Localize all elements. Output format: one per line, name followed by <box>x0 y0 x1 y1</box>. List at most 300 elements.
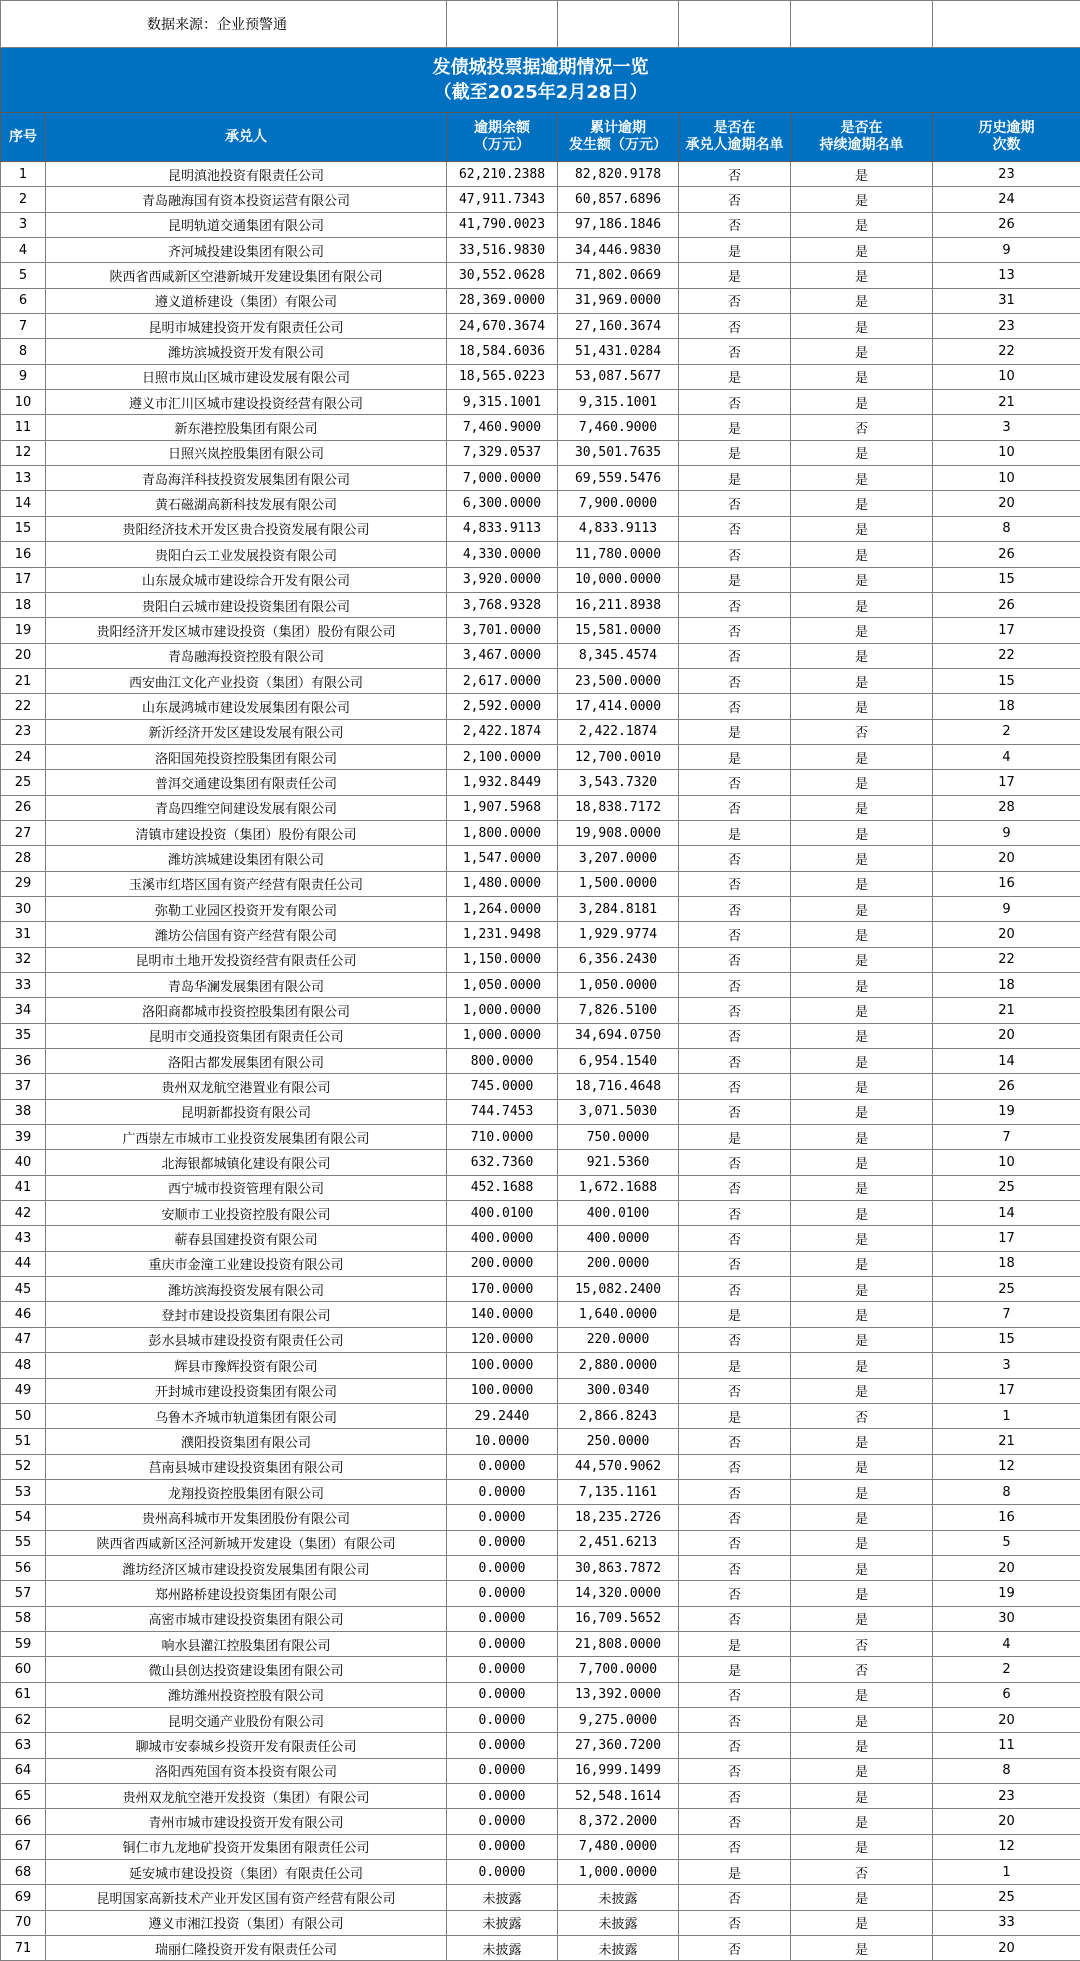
cumulative-overdue: 19,908.0000 <box>558 820 679 845</box>
row-number: 19 <box>1 618 46 643</box>
in-continuous-list: 是 <box>791 1378 933 1403</box>
history-count: 17 <box>933 1378 1080 1403</box>
table-row <box>1 1581 1080 1606</box>
row-number: 34 <box>1 998 46 1023</box>
overdue-balance: 744.7453 <box>447 1099 558 1124</box>
overdue-balance: 0.0000 <box>447 1784 558 1809</box>
in-acceptor-list: 否 <box>679 795 791 820</box>
acceptor-name: 乌鲁木齐城市轨道集团有限公司 <box>46 1403 447 1428</box>
in-acceptor-list: 是 <box>679 1353 791 1378</box>
in-continuous-list: 是 <box>791 668 933 693</box>
table-row <box>1 390 1080 415</box>
row-number: 21 <box>1 668 46 693</box>
acceptor-name: 登封市建设投资集团有限公司 <box>46 1302 447 1327</box>
in-acceptor-list: 否 <box>679 1454 791 1479</box>
cumulative-overdue: 400.0000 <box>558 1226 679 1251</box>
in-continuous-list: 是 <box>791 998 933 1023</box>
row-number: 35 <box>1 1023 46 1048</box>
in-acceptor-list: 否 <box>679 1910 791 1935</box>
in-continuous-list: 是 <box>791 1099 933 1124</box>
cumulative-overdue: 400.0100 <box>558 1201 679 1226</box>
in-acceptor-list: 否 <box>679 212 791 237</box>
acceptor-name: 开封城市建设投资集团有限公司 <box>46 1378 447 1403</box>
table-row <box>1 314 1080 339</box>
row-number: 30 <box>1 896 46 921</box>
history-count: 20 <box>933 1809 1080 1834</box>
overdue-balance: 1,231.9498 <box>447 922 558 947</box>
acceptor-name: 郑州路桥建设投资集团有限公司 <box>46 1581 447 1606</box>
history-count: 11 <box>933 1733 1080 1758</box>
in-continuous-list: 是 <box>791 1150 933 1175</box>
overdue-balance: 100.0000 <box>447 1353 558 1378</box>
in-acceptor-list: 否 <box>679 896 791 921</box>
table-row <box>1 187 1080 212</box>
row-number: 43 <box>1 1226 46 1251</box>
cumulative-overdue: 1,929.9774 <box>558 922 679 947</box>
in-acceptor-list: 否 <box>679 1733 791 1758</box>
cumulative-overdue: 6,356.2430 <box>558 947 679 972</box>
cumulative-overdue: 16,999.1499 <box>558 1758 679 1783</box>
table-row <box>1 415 1080 440</box>
header-in-acceptor-list-line1: 是否在 <box>679 120 790 137</box>
overdue-balance: 0.0000 <box>447 1809 558 1834</box>
history-count: 3 <box>933 1353 1080 1378</box>
acceptor-name: 清镇市建设投资（集团）股份有限公司 <box>46 820 447 845</box>
acceptor-name: 日照市岚山区城市建设发展有限公司 <box>46 364 447 389</box>
row-number: 52 <box>1 1454 46 1479</box>
row-number: 25 <box>1 770 46 795</box>
table-row <box>1 1277 1080 1302</box>
history-count: 16 <box>933 1505 1080 1530</box>
cumulative-overdue: 7,826.5100 <box>558 998 679 1023</box>
cumulative-overdue: 1,000.0000 <box>558 1860 679 1885</box>
history-count: 26 <box>933 212 1080 237</box>
in-acceptor-list: 是 <box>679 1860 791 1885</box>
header-in-continuous-list-line2: 持续逾期名单 <box>791 137 932 154</box>
overdue-balance: 30,552.0628 <box>447 263 558 288</box>
in-acceptor-list: 是 <box>679 1125 791 1150</box>
overdue-balance: 1,050.0000 <box>447 973 558 998</box>
blank-cell <box>447 1 558 48</box>
cumulative-overdue: 52,548.1614 <box>558 1784 679 1809</box>
in-acceptor-list: 否 <box>679 973 791 998</box>
overdue-balance: 400.0100 <box>447 1201 558 1226</box>
acceptor-name: 贵阳白云工业发展投资有限公司 <box>46 542 447 567</box>
in-continuous-list: 是 <box>791 1555 933 1580</box>
acceptor-name: 弥勒工业园区投资开发有限公司 <box>46 896 447 921</box>
in-acceptor-list: 否 <box>679 922 791 947</box>
cumulative-overdue: 3,071.5030 <box>558 1099 679 1124</box>
row-number: 14 <box>1 491 46 516</box>
table-row <box>1 922 1080 947</box>
overdue-balance: 2,592.0000 <box>447 694 558 719</box>
history-count: 31 <box>933 288 1080 313</box>
table-row <box>1 1860 1080 1885</box>
overdue-balance: 0.0000 <box>447 1631 558 1656</box>
overdue-balance: 62,210.2388 <box>447 162 558 187</box>
cumulative-overdue: 14,320.0000 <box>558 1581 679 1606</box>
row-number: 4 <box>1 238 46 263</box>
in-continuous-list: 是 <box>791 1125 933 1150</box>
acceptor-name: 陕西省西咸新区泾河新城开发建设（集团）有限公司 <box>46 1530 447 1555</box>
overdue-balance: 0.0000 <box>447 1657 558 1682</box>
overdue-balance: 140.0000 <box>447 1302 558 1327</box>
in-continuous-list: 是 <box>791 973 933 998</box>
in-continuous-list: 是 <box>791 1606 933 1631</box>
history-count: 5 <box>933 1530 1080 1555</box>
overdue-balance: 7,329.0537 <box>447 440 558 465</box>
table-row <box>1 1606 1080 1631</box>
history-count: 17 <box>933 770 1080 795</box>
acceptor-name: 潍坊经济区城市建设投资发展集团有限公司 <box>46 1555 447 1580</box>
in-continuous-list: 是 <box>791 1277 933 1302</box>
history-count: 18 <box>933 1251 1080 1276</box>
in-continuous-list: 是 <box>791 440 933 465</box>
in-acceptor-list: 是 <box>679 1657 791 1682</box>
table-row <box>1 1910 1080 1935</box>
overdue-balance: 18,584.6036 <box>447 339 558 364</box>
acceptor-name: 洛阳商都城市投资控股集团有限公司 <box>46 998 447 1023</box>
row-number: 12 <box>1 440 46 465</box>
acceptor-name: 昆明国家高新技术产业开发区国有资产经营有限公司 <box>46 1885 447 1910</box>
in-acceptor-list: 否 <box>679 1378 791 1403</box>
table-row <box>1 212 1080 237</box>
in-continuous-list: 是 <box>791 1682 933 1707</box>
history-count: 30 <box>933 1606 1080 1631</box>
in-continuous-list: 是 <box>791 922 933 947</box>
header-in-acceptor-list-line2: 承兑人逾期名单 <box>679 137 790 154</box>
cumulative-overdue: 220.0000 <box>558 1327 679 1352</box>
overdue-balance: 3,920.0000 <box>447 567 558 592</box>
history-count: 1 <box>933 1403 1080 1428</box>
overdue-balance: 0.0000 <box>447 1733 558 1758</box>
history-count: 4 <box>933 1631 1080 1656</box>
cumulative-overdue: 7,480.0000 <box>558 1834 679 1859</box>
in-continuous-list: 是 <box>791 263 933 288</box>
cumulative-overdue: 300.0340 <box>558 1378 679 1403</box>
table-row <box>1 820 1080 845</box>
table-row <box>1 1733 1080 1758</box>
acceptor-name: 新东港控股集团有限公司 <box>46 415 447 440</box>
in-acceptor-list: 否 <box>679 1150 791 1175</box>
overdue-balance: 41,790.0023 <box>447 212 558 237</box>
history-count: 20 <box>933 1707 1080 1732</box>
in-continuous-list: 是 <box>791 1251 933 1276</box>
row-number: 5 <box>1 263 46 288</box>
acceptor-name: 陕西省西咸新区空港新城开发建设集团有限公司 <box>46 263 447 288</box>
in-acceptor-list: 是 <box>679 1302 791 1327</box>
acceptor-name: 贵州双龙航空港开发投资（集团）有限公司 <box>46 1784 447 1809</box>
acceptor-name: 洛阳西苑国有资本投资有限公司 <box>46 1758 447 1783</box>
overdue-balance: 2,617.0000 <box>447 668 558 693</box>
table-row <box>1 1302 1080 1327</box>
table-row <box>1 288 1080 313</box>
row-number: 27 <box>1 820 46 845</box>
table-row <box>1 1353 1080 1378</box>
in-acceptor-list: 否 <box>679 998 791 1023</box>
cumulative-overdue: 69,559.5476 <box>558 466 679 491</box>
header-row <box>1 113 1080 162</box>
in-continuous-list: 是 <box>791 1201 933 1226</box>
overdue-balance: 710.0000 <box>447 1125 558 1150</box>
in-continuous-list: 是 <box>791 618 933 643</box>
overdue-balance: 18,565.0223 <box>447 364 558 389</box>
cumulative-overdue: 750.0000 <box>558 1125 679 1150</box>
in-continuous-list: 是 <box>791 896 933 921</box>
title-line-2: （截至2025年2月28日） <box>1 80 1080 105</box>
table-row <box>1 1657 1080 1682</box>
history-count: 26 <box>933 542 1080 567</box>
in-acceptor-list: 否 <box>679 1226 791 1251</box>
row-number: 9 <box>1 364 46 389</box>
in-acceptor-list: 是 <box>679 744 791 769</box>
in-acceptor-list: 否 <box>679 1707 791 1732</box>
overdue-balance: 0.0000 <box>447 1834 558 1859</box>
table-row <box>1 896 1080 921</box>
overdue-balance: 452.1688 <box>447 1175 558 1200</box>
in-acceptor-list: 否 <box>679 1834 791 1859</box>
table-row <box>1 744 1080 769</box>
overdue-balance: 7,000.0000 <box>447 466 558 491</box>
acceptor-name: 辉县市豫辉投资有限公司 <box>46 1353 447 1378</box>
overdue-balance: 170.0000 <box>447 1277 558 1302</box>
cumulative-overdue: 13,392.0000 <box>558 1682 679 1707</box>
cumulative-overdue: 1,640.0000 <box>558 1302 679 1327</box>
history-count: 18 <box>933 973 1080 998</box>
acceptor-name: 昆明滇池投资有限责任公司 <box>46 162 447 187</box>
row-number: 31 <box>1 922 46 947</box>
cumulative-overdue: 34,446.9830 <box>558 238 679 263</box>
in-acceptor-list: 否 <box>679 643 791 668</box>
in-continuous-list: 是 <box>791 1327 933 1352</box>
acceptor-name: 重庆市金潼工业建设投资有限公司 <box>46 1251 447 1276</box>
overdue-balance: 6,300.0000 <box>447 491 558 516</box>
table-row <box>1 643 1080 668</box>
acceptor-name: 潍坊公信国有资产经营有限公司 <box>46 922 447 947</box>
history-count: 23 <box>933 314 1080 339</box>
overdue-balance: 120.0000 <box>447 1327 558 1352</box>
history-count: 16 <box>933 871 1080 896</box>
header-in-continuous-list <box>791 113 933 162</box>
cumulative-overdue: 30,863.7872 <box>558 1555 679 1580</box>
cumulative-overdue: 82,820.9178 <box>558 162 679 187</box>
row-number: 65 <box>1 1784 46 1809</box>
row-number: 68 <box>1 1860 46 1885</box>
row-number: 41 <box>1 1175 46 1200</box>
acceptor-name: 安顺市工业投资控股有限公司 <box>46 1201 447 1226</box>
row-number: 53 <box>1 1479 46 1504</box>
in-continuous-list: 是 <box>791 1885 933 1910</box>
table-row <box>1 1378 1080 1403</box>
overdue-balance: 7,460.9000 <box>447 415 558 440</box>
in-continuous-list: 是 <box>791 1505 933 1530</box>
row-number: 11 <box>1 415 46 440</box>
in-continuous-list: 是 <box>791 314 933 339</box>
in-continuous-list: 是 <box>791 1784 933 1809</box>
cumulative-overdue: 7,460.9000 <box>558 415 679 440</box>
in-acceptor-list: 否 <box>679 1885 791 1910</box>
history-count: 25 <box>933 1277 1080 1302</box>
acceptor-name: 潍坊滨城建设集团有限公司 <box>46 846 447 871</box>
in-acceptor-list: 否 <box>679 187 791 212</box>
row-number: 44 <box>1 1251 46 1276</box>
in-continuous-list: 是 <box>791 466 933 491</box>
acceptor-name: 青岛融海国有资本投资运营有限公司 <box>46 187 447 212</box>
cumulative-overdue: 3,207.0000 <box>558 846 679 871</box>
header-balance-line2: （万元） <box>447 137 557 154</box>
acceptor-name: 贵阳经济开发区城市建设投资（集团）股份有限公司 <box>46 618 447 643</box>
history-count: 20 <box>933 1023 1080 1048</box>
in-continuous-list: 是 <box>791 212 933 237</box>
in-acceptor-list: 否 <box>679 1251 791 1276</box>
in-continuous-list: 是 <box>791 1733 933 1758</box>
overdue-balance: 0.0000 <box>447 1682 558 1707</box>
overdue-balance: 0.0000 <box>447 1505 558 1530</box>
table-row <box>1 1429 1080 1454</box>
header-in-acceptor-list <box>679 113 791 162</box>
in-continuous-list: 是 <box>791 1530 933 1555</box>
in-acceptor-list: 是 <box>679 820 791 845</box>
acceptor-name: 北海银都城镇化建设有限公司 <box>46 1150 447 1175</box>
acceptor-name: 昆明轨道交通集团有限公司 <box>46 212 447 237</box>
cumulative-overdue: 34,694.0750 <box>558 1023 679 1048</box>
in-continuous-list: 否 <box>791 719 933 744</box>
history-count: 9 <box>933 238 1080 263</box>
cumulative-overdue: 15,082.2400 <box>558 1277 679 1302</box>
acceptor-name: 昆明新都投资有限公司 <box>46 1099 447 1124</box>
table-row <box>1 1251 1080 1276</box>
blank-cell <box>558 1 679 48</box>
overdue-balance: 3,701.0000 <box>447 618 558 643</box>
table-row <box>1 339 1080 364</box>
history-count: 20 <box>933 1555 1080 1580</box>
row-number: 37 <box>1 1074 46 1099</box>
history-count: 4 <box>933 744 1080 769</box>
overdue-balance: 0.0000 <box>447 1454 558 1479</box>
overdue-balance: 3,467.0000 <box>447 643 558 668</box>
history-count: 10 <box>933 364 1080 389</box>
table-row <box>1 592 1080 617</box>
history-count: 15 <box>933 1327 1080 1352</box>
cumulative-overdue: 1,050.0000 <box>558 973 679 998</box>
in-continuous-list: 是 <box>791 162 933 187</box>
history-count: 17 <box>933 618 1080 643</box>
row-number: 71 <box>1 1936 46 1961</box>
table-row <box>1 516 1080 541</box>
row-number: 6 <box>1 288 46 313</box>
in-acceptor-list: 否 <box>679 668 791 693</box>
acceptor-name: 山东晟鸿城市建设发展集团有限公司 <box>46 694 447 719</box>
overdue-balance: 0.0000 <box>447 1530 558 1555</box>
row-number: 1 <box>1 162 46 187</box>
table-row <box>1 1505 1080 1530</box>
history-count: 26 <box>933 1074 1080 1099</box>
in-continuous-list: 否 <box>791 1631 933 1656</box>
in-continuous-list: 是 <box>791 1758 933 1783</box>
cumulative-overdue: 15,581.0000 <box>558 618 679 643</box>
acceptor-name: 潍坊滨海投资发展有限公司 <box>46 1277 447 1302</box>
history-count: 14 <box>933 1201 1080 1226</box>
row-number: 18 <box>1 592 46 617</box>
row-number: 48 <box>1 1353 46 1378</box>
in-continuous-list: 是 <box>791 1175 933 1200</box>
row-number: 38 <box>1 1099 46 1124</box>
cumulative-overdue: 3,284.8181 <box>558 896 679 921</box>
row-number: 58 <box>1 1606 46 1631</box>
table-row <box>1 542 1080 567</box>
acceptor-name: 青岛海洋科技投资发展集团有限公司 <box>46 466 447 491</box>
table-row <box>1 1682 1080 1707</box>
acceptor-name: 青岛融海投资控股有限公司 <box>46 643 447 668</box>
table-row <box>1 1454 1080 1479</box>
cumulative-overdue: 27,360.7200 <box>558 1733 679 1758</box>
acceptor-name: 昆明市城建投资开发有限责任公司 <box>46 314 447 339</box>
row-number: 59 <box>1 1631 46 1656</box>
overdue-balance: 100.0000 <box>447 1378 558 1403</box>
in-continuous-list: 是 <box>791 643 933 668</box>
row-number: 61 <box>1 1682 46 1707</box>
overdue-balance: 200.0000 <box>447 1251 558 1276</box>
acceptor-name: 昆明市土地开发投资经营有限责任公司 <box>46 947 447 972</box>
history-count: 10 <box>933 1150 1080 1175</box>
cumulative-overdue: 8,372.2000 <box>558 1809 679 1834</box>
in-continuous-list: 是 <box>791 1023 933 1048</box>
overdue-balance: 0.0000 <box>447 1707 558 1732</box>
in-acceptor-list: 是 <box>679 567 791 592</box>
table-row <box>1 973 1080 998</box>
cumulative-overdue: 27,160.3674 <box>558 314 679 339</box>
row-number: 2 <box>1 187 46 212</box>
acceptor-name: 高密市城市建设投资集团有限公司 <box>46 1606 447 1631</box>
in-continuous-list: 是 <box>791 1429 933 1454</box>
acceptor-name: 遵义市湘江投资（集团）有限公司 <box>46 1910 447 1935</box>
overdue-balance: 1,000.0000 <box>447 1023 558 1048</box>
history-count: 19 <box>933 1581 1080 1606</box>
row-number: 57 <box>1 1581 46 1606</box>
overdue-balance: 1,907.5968 <box>447 795 558 820</box>
in-continuous-list: 是 <box>791 339 933 364</box>
overdue-balance: 4,330.0000 <box>447 542 558 567</box>
overdue-balance: 未披露 <box>447 1885 558 1910</box>
history-count: 22 <box>933 339 1080 364</box>
overdue-balance: 9,315.1001 <box>447 390 558 415</box>
in-continuous-list: 是 <box>791 567 933 592</box>
table-row <box>1 694 1080 719</box>
in-continuous-list: 是 <box>791 871 933 896</box>
in-acceptor-list: 否 <box>679 1277 791 1302</box>
in-continuous-list: 是 <box>791 516 933 541</box>
history-count: 23 <box>933 1784 1080 1809</box>
in-acceptor-list: 否 <box>679 1505 791 1530</box>
table-row <box>1 719 1080 744</box>
history-count: 15 <box>933 668 1080 693</box>
in-continuous-list: 否 <box>791 1657 933 1682</box>
table-row <box>1 846 1080 871</box>
in-acceptor-list: 否 <box>679 1758 791 1783</box>
table-row <box>1 1707 1080 1732</box>
cumulative-overdue: 51,431.0284 <box>558 339 679 364</box>
overdue-balance: 2,422.1874 <box>447 719 558 744</box>
history-count: 3 <box>933 415 1080 440</box>
in-acceptor-list: 否 <box>679 947 791 972</box>
history-count: 33 <box>933 1910 1080 1935</box>
history-count: 21 <box>933 1429 1080 1454</box>
cumulative-overdue: 7,900.0000 <box>558 491 679 516</box>
cumulative-overdue: 2,866.8243 <box>558 1403 679 1428</box>
history-count: 22 <box>933 643 1080 668</box>
table-row <box>1 1099 1080 1124</box>
cumulative-overdue: 7,700.0000 <box>558 1657 679 1682</box>
